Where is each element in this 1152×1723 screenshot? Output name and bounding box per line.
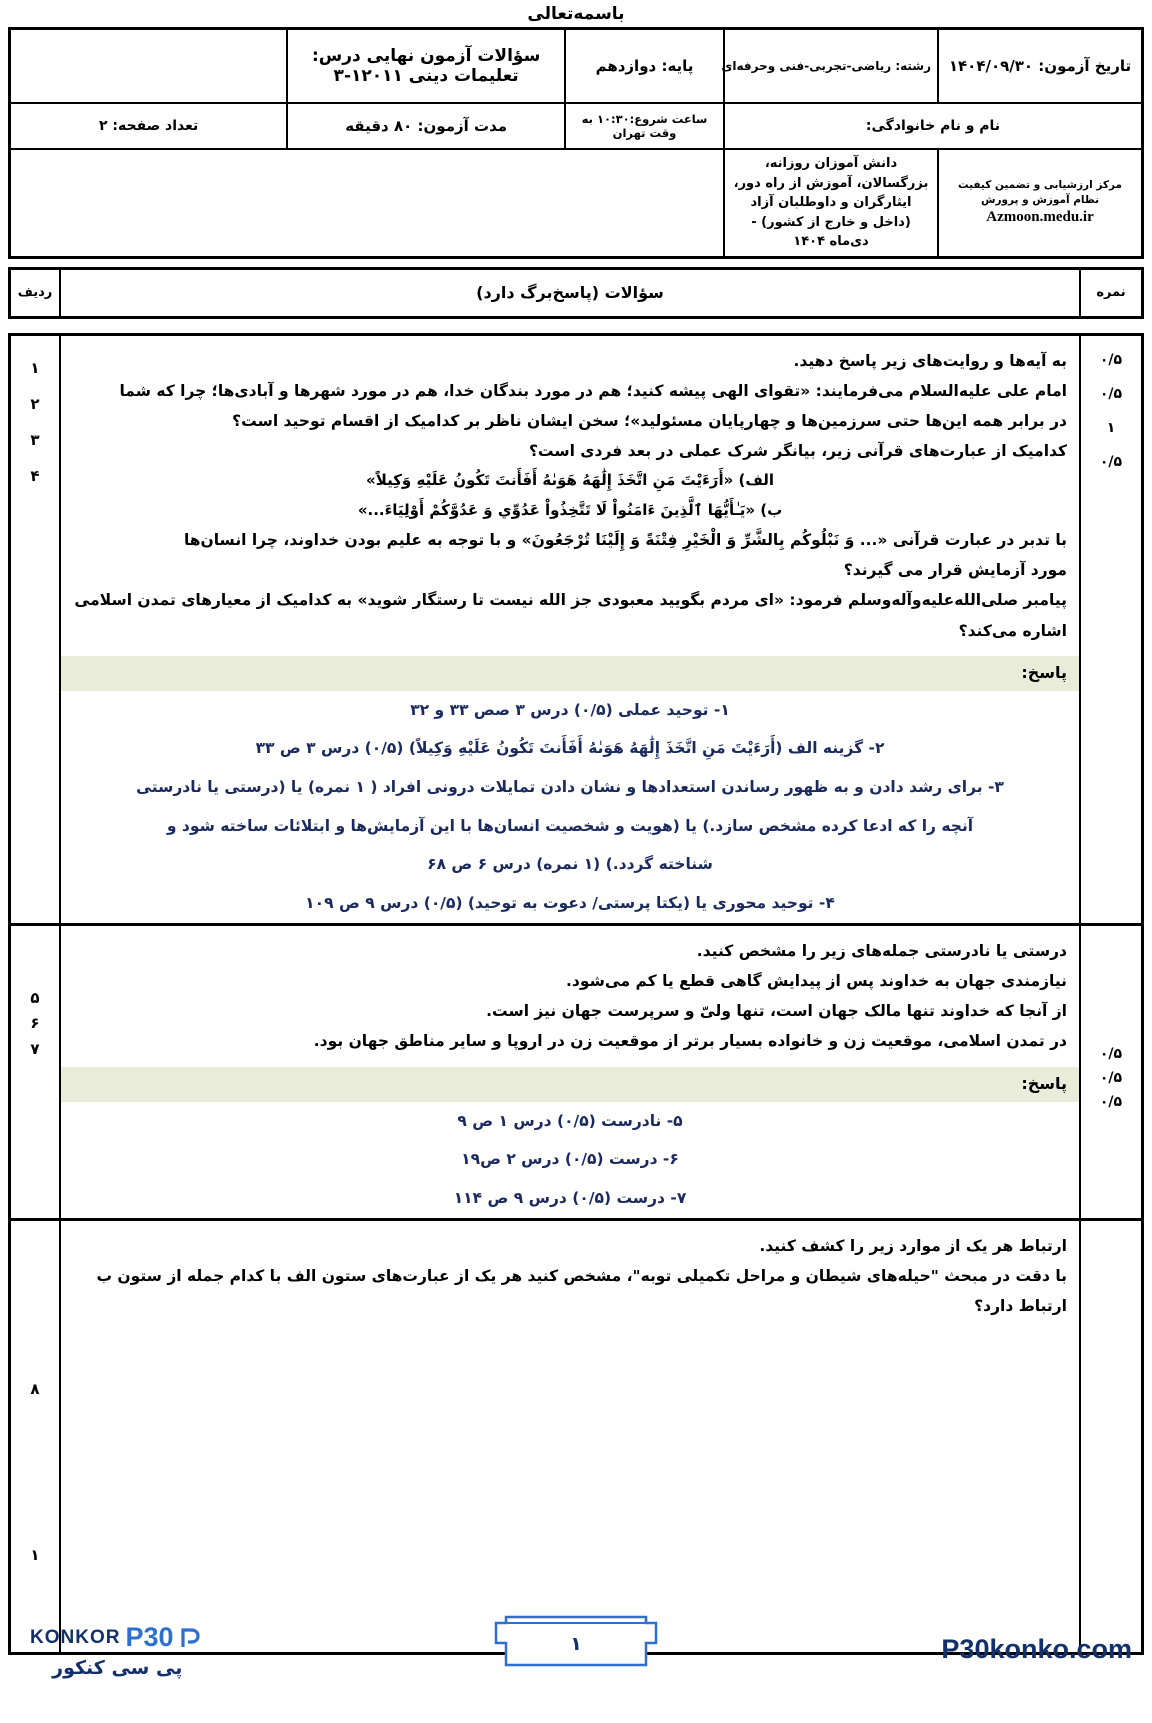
question-line: کدامیک از عبارت‌های قرآنی زیر، بیانگر شرک عملی در بعد فردی است؟: [528, 442, 1067, 461]
question-line: اشاره می‌کند؟: [958, 621, 1067, 640]
row-numbers-cell-block-2: [10, 924, 61, 1219]
p30konkor-logo[interactable]: [30, 1622, 205, 1679]
questions-table: [8, 333, 1144, 1655]
mark-value: ۰/۵: [1099, 1069, 1123, 1086]
question-block-1: [10, 334, 1143, 924]
question-block-2: [10, 924, 1143, 1219]
page-number-ribbon: [486, 1613, 666, 1671]
logo-persian-name: پی سی کنکور: [52, 1657, 183, 1679]
question-text-group-1: [61, 336, 1079, 656]
duration-cell: مدت آزمون: ۸۰ دقیقه: [287, 103, 565, 149]
question-line: در تمدن اسلامی، موقعیت زن و خانواده بسیار برتر از موقعیت زن در اروپا و سایر مناطق جهان بود.: [313, 1032, 1067, 1051]
answer-line: ۲- گزینه الف (أَرَءَیْتَ مَنِ اتَّخَذَ إِلَٰهَهُ هَوَىٰهُ أَفَأَنتَ تَكُونُ عَلَیْهِ وَكِیلاً) (۰/۵) درس ۳ ص ۳۳: [255, 739, 885, 758]
row-number: ۷: [30, 1039, 40, 1058]
question-line: ارتباط دارد؟: [974, 1297, 1067, 1316]
mark-value: ۱: [1106, 419, 1116, 436]
logo-p30: P30: [125, 1622, 174, 1652]
column-header-questions: سؤالات (پاسخ‌برگ دارد): [60, 268, 1080, 317]
site-name[interactable]: P30konko.com: [941, 1634, 1132, 1664]
basmala-heading: باسمه‌تعالی: [527, 4, 625, 24]
logo-konkor: KONKOR: [30, 1626, 121, 1648]
grade-cell: پایه: دوازدهم: [565, 29, 724, 104]
question-line: درستی یا نادرستی جمله‌های زیر را مشخص کنید.: [696, 941, 1067, 960]
question-line: در برابر همه این‌ها حتی سرزمین‌ها و چهارپایان مسئولید»؛ سخن ایشان ناظر بر کدامیک از اقسام توحید است؟: [232, 411, 1067, 430]
question-line: با تدبر در عبارت قرآنی «... وَ نَبْلُوكُم بِالشَّرِّ وَ الْخَیْرِ فِتْنَةً وَ إِلَیْنَا تُرْجَعُونَ» و با توجه به علیم بودن خداوند، چرا انسان‌ها: [183, 530, 1067, 549]
mark-value: ۱: [30, 1545, 40, 1564]
student-name-cell[interactable]: نام و نام خانوادگی:: [724, 103, 1143, 149]
answer-line: آنچه را که ادعا کرده مشخص سازد.) یا (هویت و شخصیت انسان‌ها با این آزمایش‌ها و ابتلائات ساخته شود و: [166, 816, 974, 835]
row-number: ۳: [30, 430, 40, 449]
exam-title-cell: سؤالات آزمون نهایی درس: تعلیمات دینی ۱۲۰۱۱-۳: [287, 29, 565, 104]
quran-verse-be: ب) «یَـٰأَیُّهَا ٱلَّذِینَ ءَامَنُواْ لَا تَتَّخِذُواْ عَدُوِّي وَ عَدُوَّكُمْ أَوْلِیَاءَ...»: [357, 500, 783, 519]
mark-value: ۰/۵: [1099, 351, 1123, 368]
question-line: نیازمندی جهان به خداوند پس از پیدایش گاهی قطع یا کم می‌شود.: [566, 972, 1067, 990]
logo-glyph-icon: [179, 1625, 205, 1651]
marks-cell-block-3: [1080, 1219, 1143, 1653]
question-line: با دقت در مبحث "حیله‌های شیطان و مراحل تکمیلی توبه"، مشخص کنید هر یک از عبارت‌های ستون الف با کدام جمله از ستون ب: [96, 1266, 1067, 1285]
answer-label-block-1: پاسخ:: [61, 656, 1079, 691]
audience-cell: دانش آموزان روزانه، بزرگسالان، آموزش از راه دور، ایثارگران و داوطلبان آزاد (داخل و خارج از کشور) - دی‌ماه ۱۴۰۴: [724, 149, 938, 257]
page-footer: [0, 1595, 1152, 1705]
answer-group-2: [61, 1102, 1079, 1218]
row-numbers-cell-block-1: [10, 334, 61, 924]
row-number: ۱: [30, 358, 40, 377]
marks-cell-block-2: [1080, 924, 1143, 1219]
question-line: پیامبر صلی‌الله‌علیه‌وآله‌وسلم فرمود: «ای مردم بگویید معبودی جز الله نیست تا رستگار شوید» به کدامیک از معیارهای تمدن اسلامی: [74, 591, 1067, 610]
row-number: ۸: [30, 1379, 40, 1398]
question-text-group-3: [61, 1221, 1079, 1332]
answer-line: شناخته گردد.) (۱ نمره) درس ۶ ص ۶۸: [427, 855, 713, 874]
question-line: امام علی علیه‌السلام می‌فرمایند: «تقوای الهی پیشه کنید؛ هم در مورد بندگان خدا، هم در مورد شهرها و آبادی‌ها؛ چرا که شما: [119, 381, 1067, 400]
answer-label-block-2: پاسخ:: [61, 1067, 1079, 1102]
row-number: ۲: [30, 394, 40, 413]
field-cell: رشته: ریاضی-تجربی-فنی وحرفه‌ای: [724, 29, 938, 104]
row-number: ۴: [30, 466, 40, 485]
question-line: از آنجا که خداوند تنها مالک جهان است، تنها ولیّ و سرپرست جهان نیز است.: [486, 1002, 1067, 1021]
mark-value: ۰/۵: [1099, 453, 1123, 470]
answer-line: ۳- برای رشد دادن و به ظهور رساندن استعدادها و نشان دادن تمایلات درونی افراد ( ۱ نمره) یا (درستی یا نادرستی: [136, 778, 1004, 797]
answer-group-1: [61, 691, 1079, 923]
mark-value: ۰/۵: [1099, 1093, 1123, 1110]
question-line: به آیه‌ها و روایت‌های زیر پاسخ دهید.: [793, 351, 1067, 370]
answer-line: ۱- توحید عملی (۰/۵) درس ۳ صص ۳۳ و ۳۲: [410, 700, 730, 719]
question-cell-block-1: [60, 334, 1080, 924]
mark-value: ۰/۵: [1099, 1045, 1123, 1062]
question-line: مورد آزمایش قرار می گیرند؟: [843, 561, 1067, 580]
question-cell-block-2: [60, 924, 1080, 1219]
mark-value: ۰/۵: [1099, 385, 1123, 402]
question-line: ارتباط هر یک از موارد زیر را کشف کنید.: [759, 1236, 1067, 1255]
exam-date-cell: تاریخ آزمون: ۱۴۰۴/۰۹/۳۰: [938, 29, 1143, 104]
start-time-cell: ساعت شروع:۱۰:۳۰ به وقت تهران: [565, 103, 724, 149]
page-number: ۱: [570, 1633, 582, 1655]
header-row-2: [10, 103, 1143, 149]
question-block-3: [10, 1219, 1143, 1653]
page-count-cell: تعداد صفحه: ۲: [10, 103, 288, 149]
marks-cell-block-1: [1080, 334, 1143, 924]
column-header-mark: نمره: [1080, 268, 1143, 317]
column-header-table: [8, 267, 1144, 319]
header-row-3: [10, 149, 1143, 257]
center-label: مرکز ارزشیابی و تضمین کیفیت نظام آموزش و پرورش: [957, 179, 1123, 206]
row-number: ۵: [30, 988, 40, 1007]
question-text-group-2: [61, 926, 1079, 1067]
answer-line: ۴- توحید محوری یا (یکتا پرستی/ دعوت به توحید) (۰/۵) درس ۹ ص ۱۰۹: [305, 894, 835, 913]
answer-line: ۷- درست (۰/۵) درس ۹ ص ۱۱۴: [453, 1189, 687, 1207]
row-numbers-cell-block-3: [10, 1219, 61, 1653]
column-header-row: [10, 268, 1143, 317]
column-header-row-no: ردیف: [10, 268, 61, 317]
question-cell-block-3: [60, 1219, 1080, 1653]
answer-line: ۶- درست (۰/۵) درس ۲ ص۱۹: [461, 1150, 679, 1169]
evaluation-center-cell: [938, 149, 1143, 257]
row-number: ۶: [30, 1014, 40, 1033]
quran-verse-alef: الف) «أَرَءَیْتَ مَنِ اتَّخَذَ إِلَٰهَهُ هَوَىٰهُ أَفَأَنتَ تَكُونُ عَلَیْهِ وَكِیلاً»: [366, 471, 774, 490]
logo-mark: [30, 1622, 205, 1653]
header-row-1: [10, 29, 1143, 104]
center-url[interactable]: Azmoon.medu.ir: [986, 208, 1094, 225]
answer-line: ۵- نادرست (۰/۵) درس ۱ ص ۹: [457, 1111, 683, 1130]
exam-header-table: [8, 27, 1144, 259]
